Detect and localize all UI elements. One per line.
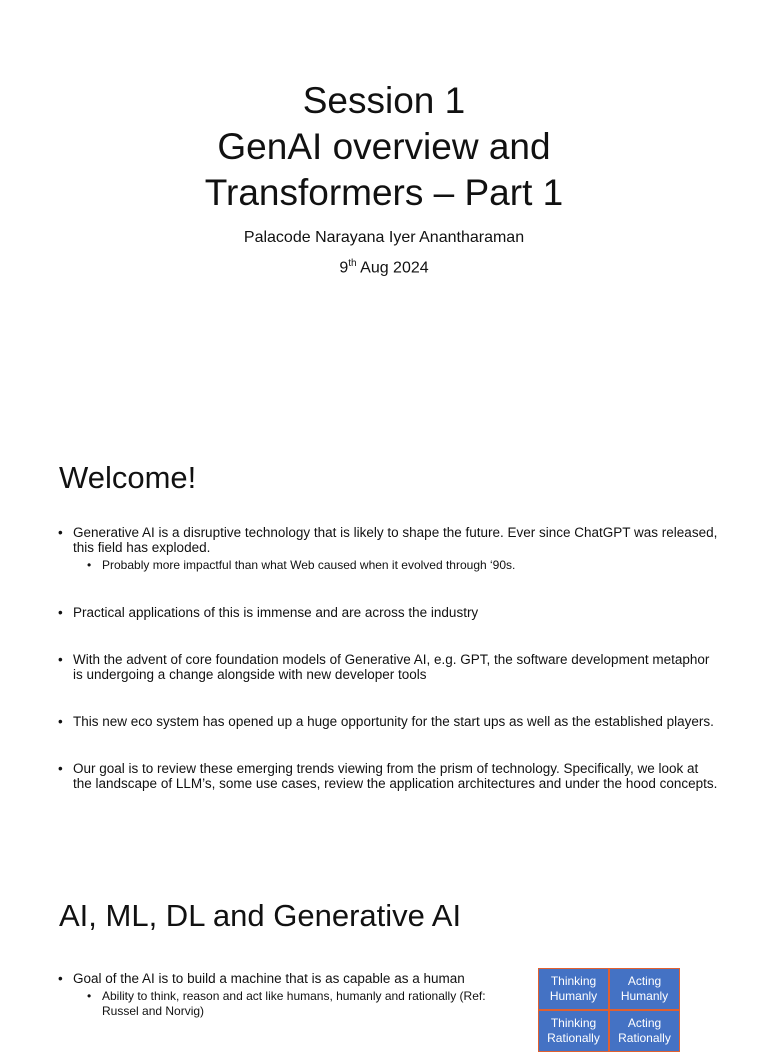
title-line: Transformers – Part 1 bbox=[204, 172, 564, 213]
sub-bullet-list bbox=[73, 558, 718, 573]
bullet-item bbox=[58, 971, 518, 1019]
date-rest: Aug 2024 bbox=[356, 259, 429, 277]
sub-bullet-list bbox=[73, 989, 518, 1019]
grid-cell-thinking-rationally: Thinking Rationally bbox=[538, 1010, 609, 1052]
slide-title bbox=[0, 78, 768, 216]
date-day: 9 bbox=[339, 259, 349, 277]
title-line: GenAI overview and bbox=[217, 126, 551, 167]
bullet-item: • Our goal is to review these emerging trends viewing from the prism of technology. Specifically, we look at the landscape of LLM’s, some use cases, review the application architectures and under the hood concepts. bbox=[58, 761, 718, 791]
bullet-text: Generative AI is a disruptive technology that is likely to shape the future. Ever since ChatGPT was released, this field has exploded. bbox=[73, 525, 718, 555]
bullet-item: • With the advent of core foundation models of Generative AI, e.g. GPT, the software development metaphor is undergoing a change alongside with new developer tools bbox=[58, 652, 718, 682]
bullet-item bbox=[58, 525, 718, 573]
bullet-item: • This new eco system has opened up a huge opportunity for the start ups as well as the established players. bbox=[58, 714, 718, 729]
welcome-bullet-list bbox=[58, 525, 718, 791]
presentation-date bbox=[0, 258, 768, 277]
bullet-item: • Practical applications of this is immense and are across the industry bbox=[58, 605, 718, 620]
author-name: Palacode Narayana Iyer Anantharaman bbox=[243, 229, 525, 246]
date-suffix: th bbox=[348, 258, 357, 269]
grid-cell-acting-humanly: Acting Humanly bbox=[609, 968, 680, 1010]
bullet-text: Goal of the AI is to build a machine that is as capable as a human bbox=[73, 971, 465, 986]
ai-approaches-grid bbox=[538, 968, 680, 1052]
grid-cell-thinking-humanly: Thinking Humanly bbox=[538, 968, 609, 1010]
sub-bullet-item: • Probably more impactful than what Web caused when it evolved through ‘90s. bbox=[87, 558, 718, 573]
ai-bullet-list bbox=[58, 971, 518, 1019]
welcome-heading: Welcome! bbox=[59, 460, 197, 495]
title-line: Session 1 bbox=[302, 80, 466, 121]
ai-ml-heading: AI, ML, DL and Generative AI bbox=[59, 898, 462, 933]
title-slide bbox=[0, 0, 768, 430]
sub-bullet-item: • Ability to think, reason and act like humans, humanly and rationally (Ref: Russel and Norvig) bbox=[87, 989, 518, 1019]
grid-cell-acting-rationally: Acting Rationally bbox=[609, 1010, 680, 1052]
